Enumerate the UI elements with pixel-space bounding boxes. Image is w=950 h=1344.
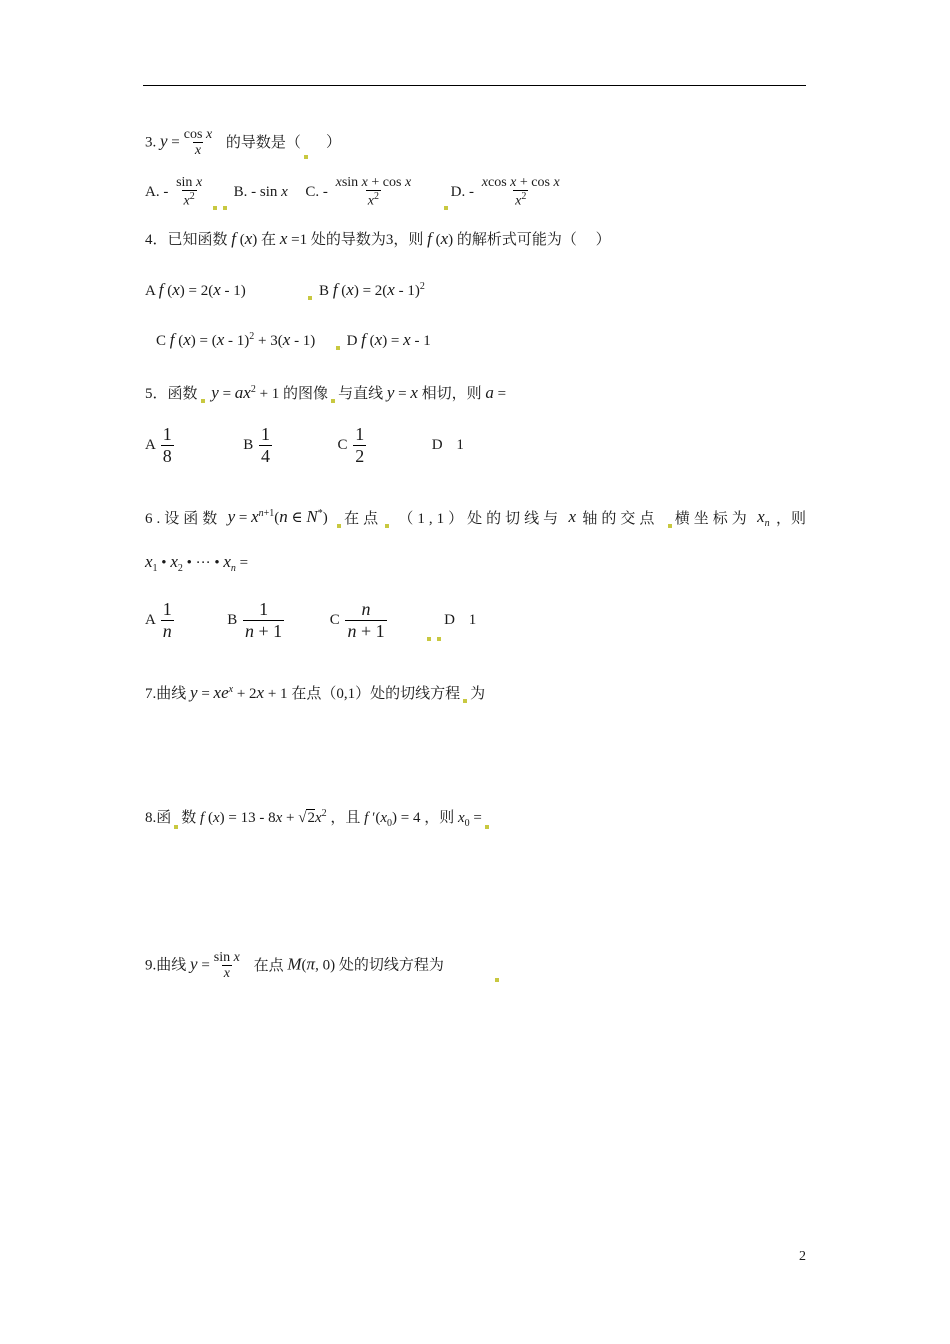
question-3-stem: 3. y = $\frac{\text{cos x}}{x}$ 的导数是（ ）: [145, 127, 341, 159]
question-6-product: $x_1$ • $x_2$ • ··· • $x_n$ =: [145, 552, 249, 574]
question-3-options: A. - $\frac{\text{sin x}}{x^2}$ B. - sin x C. - $\frac{\text{xsin x + cos x}}{x^2}$ D. - $\frac{\text{xcos x + cos x}}{x^2}$: [145, 175, 560, 210]
question-7-stem: 7.曲线 $y = xe^x + 2x + 1$ 在点（0,1）处的切线方程 为: [145, 683, 486, 702]
question-9-stem: 9.曲线 y = $\frac{\text{sin x}}{x}$ 在点 M(π, 0) 处的切线方程为: [145, 950, 502, 982]
page-number: 2: [799, 1249, 806, 1264]
header-rule: [143, 85, 806, 86]
question-5-stem: 5．函数 $y = ax^2 + 1$ 的图像 与直线 y = x 相切，则 a =: [145, 383, 507, 402]
question-4-options-ab: A f (x) = 2(x - 1) B f (x) = 2(x - 1)$^2$: [145, 280, 425, 299]
question-8-stem: 8.函 数 f $(x) = 13 - 8x + √2x^2$ ，且 f $'(x_0) = 4$ ，则 $x_0$ =: [145, 806, 492, 829]
question-6-stem: 6.设函数 $y = x^{n+1}(n$ ∈ N*) 在点 （1,1）处的切线与 x 轴的交点 横坐标为 $x_n$ ，则: [145, 507, 806, 529]
question-6-options: A $\frac{1}{n}$ B $\frac{1}{n + 1}$ C $\frac{n}{n + 1}$ D 1: [145, 599, 477, 641]
question-4-stem: 4．已知函数 f (x) 在 x =1 处的导数为3，则 f (x) 的解析式可能为（ ）: [145, 229, 611, 248]
question-4-options-cd: C f (x) = (x - 1)$^2$ + 3(x - 1) D f (x) = x - 1: [156, 330, 431, 349]
question-5-options: A $\frac{1}{8}$ B $\frac{1}{4}$ C $\frac{1}{2}$ D 1: [145, 424, 464, 466]
